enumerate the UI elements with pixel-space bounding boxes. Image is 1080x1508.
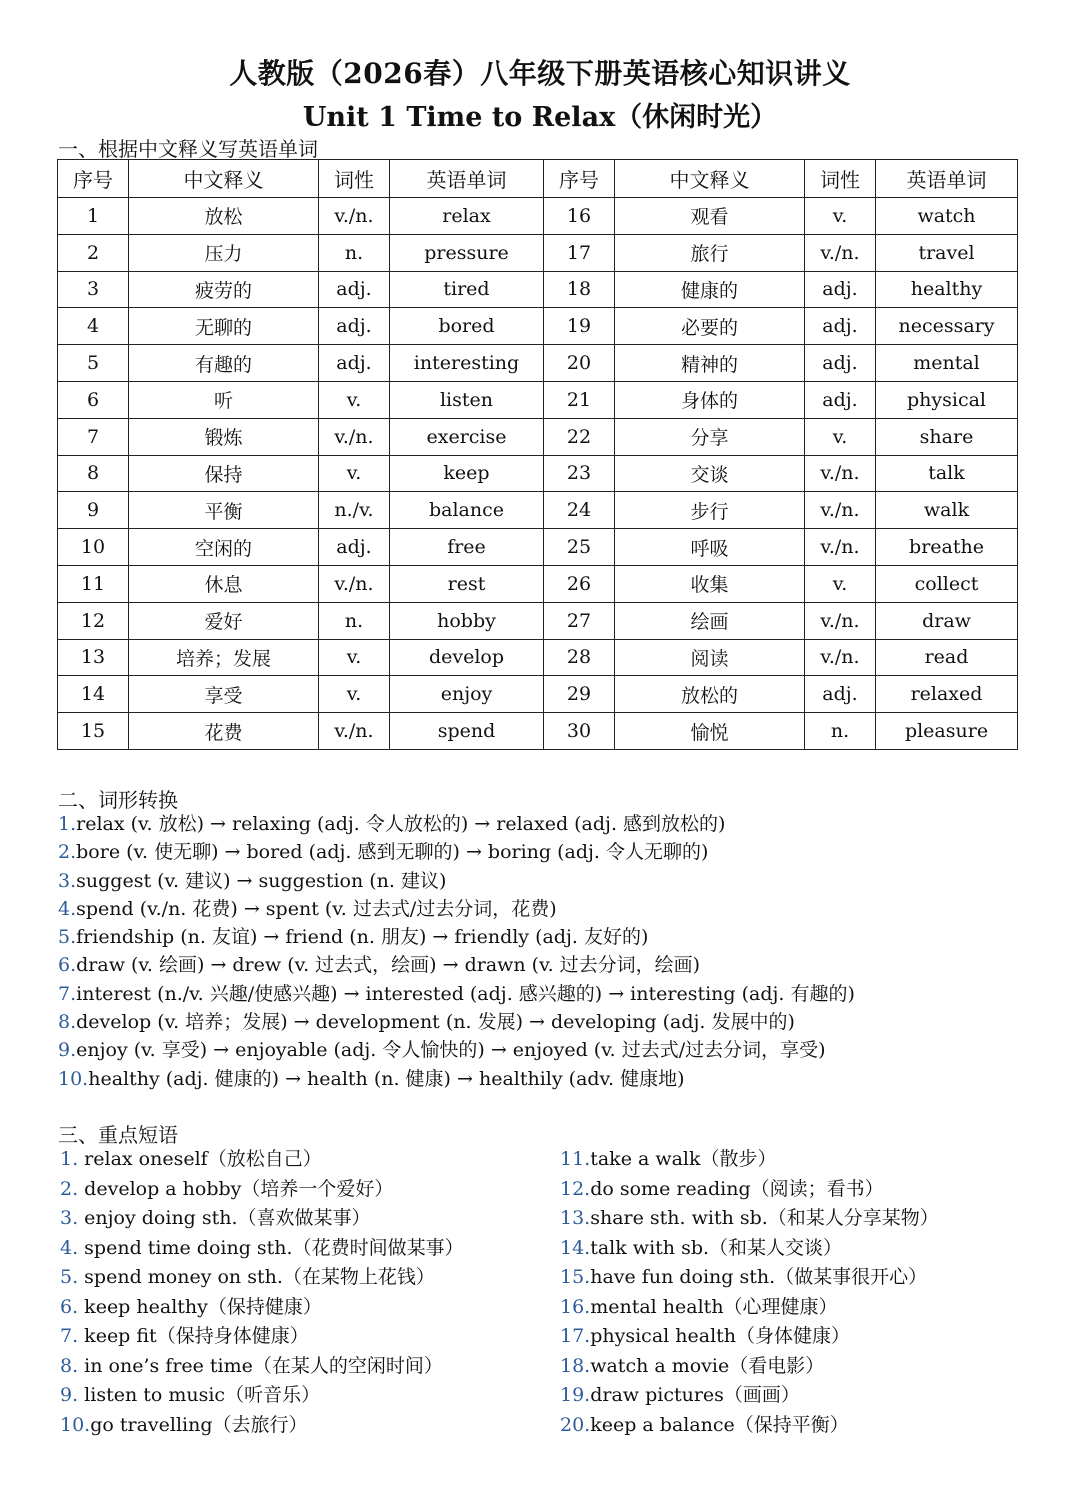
table-cell: v./n. [805, 455, 876, 492]
header-cell: 序号 [544, 160, 615, 198]
item-text: spend (v./n. 花费) → spent (v. 过去式/过去分词，花费) [76, 897, 557, 920]
item-number: 4. [60, 1236, 79, 1259]
item-number: 17. [560, 1325, 591, 1347]
item-text: keep a balance（保持平衡） [590, 1413, 849, 1436]
table-cell: 14 [58, 676, 129, 713]
table-cell: 21 [544, 381, 615, 418]
table-row [58, 565, 1018, 602]
phrase-item [60, 1263, 540, 1293]
table-cell: 17 [544, 234, 615, 271]
table-cell: v. [805, 418, 876, 455]
table-cell: v./n. [319, 418, 390, 455]
item-text: in one’s free time（在某人的空闲时间） [78, 1354, 443, 1377]
word-form-item [58, 810, 1038, 838]
table-cell: 13 [58, 639, 129, 676]
table-cell: 阅读 [615, 639, 805, 676]
item-number: 5. [60, 1266, 79, 1288]
item-number: 20. [560, 1413, 591, 1436]
table-cell: draw [876, 602, 1018, 639]
item-number: 7. [58, 982, 77, 1005]
item-text: healthy (adj. 健康的) → health (n. 健康) → healthily (adv. 健康地) [88, 1067, 685, 1090]
table-cell: 愉悦 [615, 713, 805, 750]
phrase-item [560, 1352, 1040, 1382]
table-cell: rest [390, 565, 544, 602]
table-cell: breathe [876, 529, 1018, 566]
table-cell: 20 [544, 345, 615, 382]
word-form-item [58, 1008, 1038, 1036]
item-text: watch a movie（看电影） [590, 1354, 825, 1377]
table-cell: free [390, 529, 544, 566]
header-cell: 序号 [58, 160, 129, 198]
table-cell: walk [876, 492, 1018, 529]
item-number: 2. [60, 1177, 79, 1200]
table-cell: 22 [544, 418, 615, 455]
item-number: 1. [60, 1148, 79, 1170]
phrase-item [60, 1204, 540, 1234]
table-row [58, 234, 1018, 271]
table-cell: relax [390, 198, 544, 235]
table-cell: 呼吸 [615, 529, 805, 566]
table-cell: 4 [58, 308, 129, 345]
table-cell: 放松的 [615, 676, 805, 713]
table-body [58, 198, 1018, 750]
table-cell: adj. [805, 345, 876, 382]
header-cell: 英语单词 [876, 160, 1018, 198]
phrase-item [560, 1263, 1040, 1293]
table-cell: 8 [58, 455, 129, 492]
table-cell: 培养；发展 [129, 639, 319, 676]
page-subtitle: Unit 1 Time to Relax（休闲时光） [302, 102, 778, 133]
item-text: bore (v. 使无聊) → bored (adj. 感到无聊的) → boring (adj. 令人无聊的) [76, 841, 709, 864]
word-form-item [58, 980, 1038, 1008]
table-cell: 29 [544, 676, 615, 713]
item-text: develop (v. 培养；发展) → development (n. 发展) → developing (adj. 发展中的) [76, 1011, 795, 1034]
table-cell: read [876, 639, 1018, 676]
item-number: 14. [560, 1236, 591, 1259]
phrase-item [560, 1175, 1040, 1205]
table-cell: adj. [319, 271, 390, 308]
table-cell: relaxed [876, 676, 1018, 713]
item-number: 12. [560, 1177, 591, 1200]
table-cell: v. [319, 676, 390, 713]
item-number: 16. [560, 1295, 591, 1318]
item-text: keep fit（保持身体健康） [78, 1325, 309, 1347]
item-number: 19. [560, 1384, 591, 1406]
item-text: physical health（身体健康） [590, 1325, 851, 1347]
table-cell: travel [876, 234, 1018, 271]
table-cell: v./n. [319, 565, 390, 602]
phrase-item [560, 1322, 1040, 1352]
table-cell: 精神的 [615, 345, 805, 382]
table-cell: v./n. [319, 713, 390, 750]
phrase-item [560, 1145, 1040, 1175]
table-cell: v./n. [805, 639, 876, 676]
table-cell: 5 [58, 345, 129, 382]
item-number: 2. [58, 841, 77, 864]
item-number: 1. [58, 813, 77, 835]
table-cell: bored [390, 308, 544, 345]
item-text: enjoy (v. 享受) → enjoyable (adj. 令人愉快的) → enjoyed (v. 过去式/过去分词，享受) [76, 1039, 826, 1062]
word-form-item [58, 895, 1038, 923]
table-cell: v./n. [805, 529, 876, 566]
phrase-item [560, 1293, 1040, 1323]
table-cell: spend [390, 713, 544, 750]
table-cell: 压力 [129, 234, 319, 271]
table-cell: 健康的 [615, 271, 805, 308]
word-form-item [58, 1036, 1038, 1064]
word-form-item [58, 838, 1038, 866]
table-cell: v. [805, 198, 876, 235]
table-cell: 步行 [615, 492, 805, 529]
section2-heading: 二、词形转换 [58, 788, 178, 812]
table-cell: adj. [805, 381, 876, 418]
item-text: draw (v. 绘画) → drew (v. 过去式，绘画) → drawn (v. 过去分词，绘画) [76, 954, 701, 977]
item-text: mental health（心理健康） [590, 1295, 838, 1318]
table-cell: healthy [876, 271, 1018, 308]
table-cell: 花费 [129, 713, 319, 750]
table-cell: 享受 [129, 676, 319, 713]
item-number: 7. [60, 1325, 79, 1347]
item-number: 3. [60, 1207, 79, 1229]
table-cell: n. [319, 234, 390, 271]
table-cell: v. [319, 455, 390, 492]
table-cell: adj. [805, 271, 876, 308]
item-number: 11. [560, 1148, 591, 1170]
table-row [58, 271, 1018, 308]
table-cell: balance [390, 492, 544, 529]
table-cell: 保持 [129, 455, 319, 492]
table-cell: 10 [58, 529, 129, 566]
table-row [58, 418, 1018, 455]
table-cell: n. [319, 602, 390, 639]
table-row [58, 345, 1018, 382]
table-cell: 6 [58, 381, 129, 418]
table-cell: keep [390, 455, 544, 492]
table-cell: 1 [58, 198, 129, 235]
table-cell: v. [805, 565, 876, 602]
phrase-item [560, 1381, 1040, 1411]
table-cell: 19 [544, 308, 615, 345]
table-cell: develop [390, 639, 544, 676]
table-cell: 空闲的 [129, 529, 319, 566]
table-cell: adj. [805, 308, 876, 345]
table-cell: 3 [58, 271, 129, 308]
item-number: 8. [58, 1011, 77, 1034]
table-cell: enjoy [390, 676, 544, 713]
table-cell: pressure [390, 234, 544, 271]
item-text: listen to music（听音乐） [78, 1384, 321, 1406]
table-row [58, 676, 1018, 713]
item-number: 8. [60, 1354, 79, 1377]
table-cell: interesting [390, 345, 544, 382]
table-cell: v./n. [805, 234, 876, 271]
table-row [58, 713, 1018, 750]
table-cell: 放松 [129, 198, 319, 235]
table-cell: adj. [805, 676, 876, 713]
table-cell: watch [876, 198, 1018, 235]
section3-heading: 三、重点短语 [58, 1123, 178, 1147]
table-cell: 11 [58, 565, 129, 602]
phrases-list-left [60, 1145, 540, 1440]
table-cell: 27 [544, 602, 615, 639]
table-cell: n. [805, 713, 876, 750]
table-cell: 休息 [129, 565, 319, 602]
table-cell: 24 [544, 492, 615, 529]
table-row [58, 602, 1018, 639]
table-cell: 26 [544, 565, 615, 602]
table-cell: v./n. [805, 602, 876, 639]
table-cell: mental [876, 345, 1018, 382]
table-cell: 7 [58, 418, 129, 455]
table-cell: v./n. [319, 198, 390, 235]
phrase-item [60, 1145, 540, 1175]
table-cell: 锻炼 [129, 418, 319, 455]
item-number: 4. [58, 897, 77, 920]
table-row [58, 455, 1018, 492]
item-text: talk with sb.（和某人交谈） [590, 1236, 843, 1259]
table-cell: exercise [390, 418, 544, 455]
table-cell: 分享 [615, 418, 805, 455]
item-text: keep healthy（保持健康） [78, 1295, 322, 1318]
table-cell: 身体的 [615, 381, 805, 418]
item-number: 6. [60, 1295, 79, 1318]
table-cell: 疲劳的 [129, 271, 319, 308]
header-cell: 词性 [805, 160, 876, 198]
table-cell: pleasure [876, 713, 1018, 750]
table-cell: 平衡 [129, 492, 319, 529]
phrase-item [60, 1411, 540, 1441]
phrase-item [60, 1234, 540, 1264]
phrase-item [60, 1381, 540, 1411]
item-number: 18. [560, 1354, 591, 1377]
table-cell: collect [876, 565, 1018, 602]
phrase-item [60, 1175, 540, 1205]
item-number: 9. [60, 1384, 79, 1406]
table-row [58, 308, 1018, 345]
item-text: enjoy doing sth.（喜欢做某事） [78, 1207, 371, 1229]
table-cell: 爱好 [129, 602, 319, 639]
table-cell: 15 [58, 713, 129, 750]
table-cell: 28 [544, 639, 615, 676]
item-text: friendship (n. 友谊) → friend (n. 朋友) → friendly (adj. 友好的) [76, 926, 649, 949]
item-text: spend time doing sth.（花费时间做某事） [78, 1236, 464, 1259]
word-form-item [58, 923, 1038, 951]
item-text: spend money on sth.（在某物上花钱） [78, 1266, 435, 1288]
table-cell: 有趣的 [129, 345, 319, 382]
item-number: 15. [560, 1266, 591, 1288]
table-row [58, 529, 1018, 566]
table-cell: necessary [876, 308, 1018, 345]
header-cell: 英语单词 [390, 160, 544, 198]
phrases-list-right [560, 1145, 1040, 1440]
phrase-item [560, 1234, 1040, 1264]
item-number: 13. [560, 1207, 591, 1229]
table-cell: 必要的 [615, 308, 805, 345]
table-cell: share [876, 418, 1018, 455]
table-cell: n./v. [319, 492, 390, 529]
item-text: share sth. with sb.（和某人分享某物） [590, 1207, 939, 1229]
table-cell: 收集 [615, 565, 805, 602]
table-cell: v. [319, 381, 390, 418]
table-cell: 2 [58, 234, 129, 271]
item-number: 5. [58, 926, 77, 949]
item-text: develop a hobby（培养一个爱好） [78, 1177, 394, 1200]
vocabulary-table [57, 159, 1018, 750]
table-cell: 9 [58, 492, 129, 529]
phrase-item [560, 1411, 1040, 1441]
table-cell: 绘画 [615, 602, 805, 639]
table-cell: 25 [544, 529, 615, 566]
page-title: 人教版（2026春）八年级下册英语核心知识讲义 [229, 57, 851, 90]
table-row [58, 198, 1018, 235]
table-cell: adj. [319, 308, 390, 345]
table-cell: adj. [319, 345, 390, 382]
phrase-item [60, 1293, 540, 1323]
item-number: 6. [58, 954, 77, 977]
table-cell: 12 [58, 602, 129, 639]
header-cell: 中文释义 [129, 160, 319, 198]
item-text: take a walk（散步） [590, 1148, 777, 1170]
table-cell: hobby [390, 602, 544, 639]
table-cell: 听 [129, 381, 319, 418]
table-header-row [58, 160, 1018, 198]
table-cell: v. [319, 639, 390, 676]
item-text: relax oneself（放松自己） [78, 1148, 322, 1170]
item-text: have fun doing sth.（做某事很开心） [590, 1266, 928, 1288]
item-text: go travelling（去旅行） [90, 1413, 308, 1436]
item-number: 10. [58, 1067, 89, 1090]
table-cell: 无聊的 [129, 308, 319, 345]
phrase-item [60, 1352, 540, 1382]
word-forms-list [58, 810, 1038, 1093]
section1-heading: 一、根据中文释义写英语单词 [58, 137, 318, 161]
table-cell: 16 [544, 198, 615, 235]
table-cell: v./n. [805, 492, 876, 529]
table-row [58, 492, 1018, 529]
table-cell: talk [876, 455, 1018, 492]
table-cell: 交谈 [615, 455, 805, 492]
table-cell: tired [390, 271, 544, 308]
header-cell: 中文释义 [615, 160, 805, 198]
item-number: 10. [60, 1413, 91, 1436]
table-cell: 18 [544, 271, 615, 308]
table-cell: 23 [544, 455, 615, 492]
item-number: 3. [58, 869, 77, 892]
word-form-item [58, 867, 1038, 895]
word-form-item [58, 951, 1038, 979]
table-row [58, 381, 1018, 418]
item-text: relax (v. 放松) → relaxing (adj. 令人放松的) → relaxed (adj. 感到放松的) [76, 813, 726, 835]
table-cell: 30 [544, 713, 615, 750]
item-text: interest (n./v. 兴趣/使感兴趣) → interested (adj. 感兴趣的) → interesting (adj. 有趣的) [76, 982, 855, 1005]
phrase-item [60, 1322, 540, 1352]
table-cell: physical [876, 381, 1018, 418]
item-number: 9. [58, 1039, 77, 1062]
table-row [58, 639, 1018, 676]
item-text: draw pictures（画画） [590, 1384, 800, 1406]
table-cell: 旅行 [615, 234, 805, 271]
header-cell: 词性 [319, 160, 390, 198]
phrase-item [560, 1204, 1040, 1234]
item-text: do some reading（阅读；看书） [590, 1177, 884, 1200]
table-cell: adj. [319, 529, 390, 566]
table-cell: 观看 [615, 198, 805, 235]
table-cell: listen [390, 381, 544, 418]
word-form-item [58, 1065, 1038, 1093]
item-text: suggest (v. 建议) → suggestion (n. 建议) [76, 869, 447, 892]
